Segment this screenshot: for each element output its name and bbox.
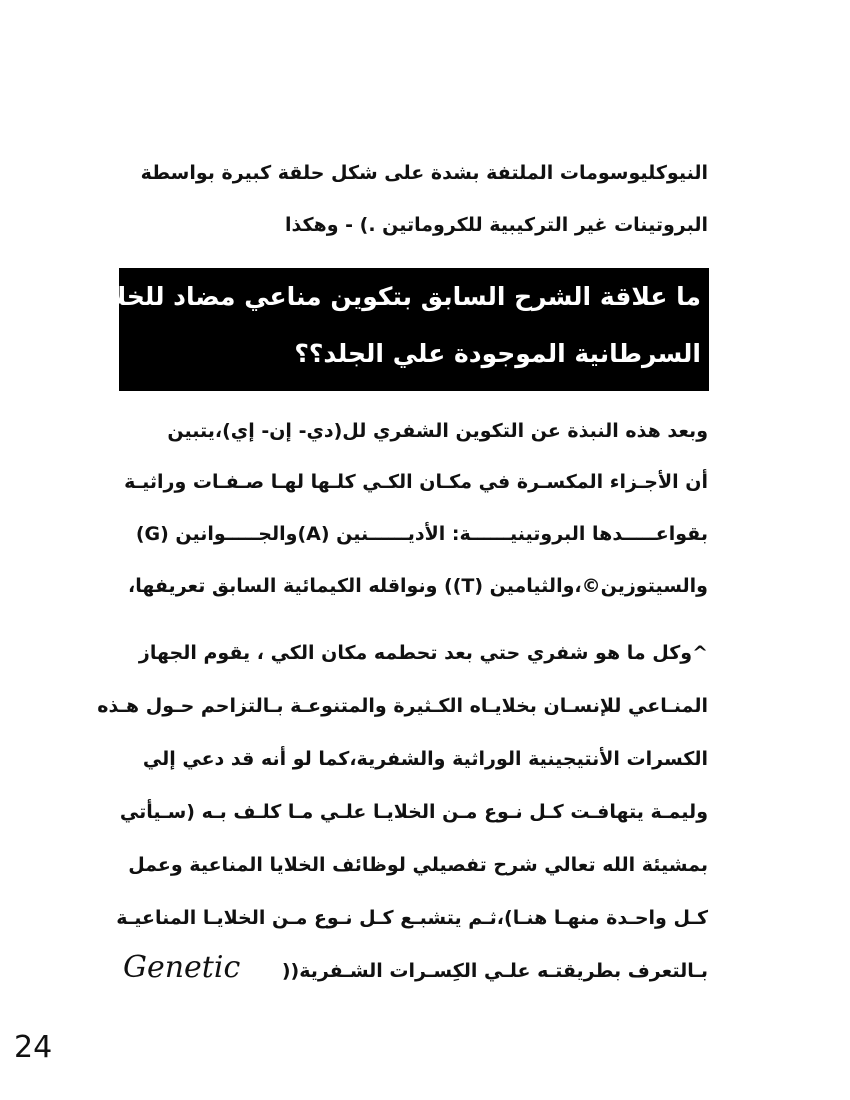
paragraph1-line-2: أن الأجـزاء المكسـرة في مكـان الكـي كلـها لهـا صـفـات وراثيـة <box>124 471 708 493</box>
paragraph2-line-3: الكسرات الأنتيجينية الوراثية والشفرية،كما لو أنه قد دعي إلي <box>142 748 708 770</box>
paragraph1-line-4: والسيتوزين©،والثيامين (T)) ونواقله الكيمائية السابق تعريفها، <box>127 575 708 597</box>
heading-line-1: ما علاقة الشرح السابق بتكوين مناعي مضاد للخلايا <box>89 282 701 311</box>
heading-line-2: السرطانية الموجودة علي الجلد؟؟ <box>294 339 701 368</box>
paragraph2-line-7: بـالتعرف بطريقتـه علـي الكِسـرات الشـفرية(( <box>281 960 708 982</box>
question-heading-box <box>89 268 709 391</box>
paragraph1-line-3: بقواعـــــدها البروتينيــــــة: الأديــــــنين (A)والجـــــوانين (G) <box>135 523 708 545</box>
intro-line-2: البروتينات غير التركيبية للكروماتين .) - وهكذا <box>285 214 708 236</box>
page-number: 24 <box>14 1030 53 1065</box>
paragraph2-line-6: كـل واحـدة منهـا هنـا)،ثـم يتشبـع كـل نـوع مـن الخلايـا المناعيـة <box>116 907 708 929</box>
paragraph2-line-1: ^وكل ما هو شفري حتي بعد تحطمه مكان الكي ، يقوم الجهاز <box>138 642 708 664</box>
intro-line-1: النيوكليوسومات الملتفة بشدة على شكل حلقة كبيرة بواسطة <box>140 162 708 184</box>
paragraph2-line-4: وليمـة يتهافـت كـل نـوع مـن الخلايـا علـي مـا كلـف بـه (سـيأتي <box>119 801 708 823</box>
latin-word-genetic: Genetic <box>123 950 241 985</box>
paragraph2-line-5: بمشيئة الله تعالي شرح تفصيلي لوظائف الخلايا المناعية وعمل <box>128 854 708 876</box>
paragraph1-line-1: وبعد هذه النبذة عن التكوين الشفري لل(دي- إن- إي)،يتبين <box>167 420 708 442</box>
paragraph2-line-2: المنـاعي للإنسـان بخلايـاه الكـثيرة والمتنوعـة بـالتزاحم حـول هـذه <box>97 695 708 717</box>
